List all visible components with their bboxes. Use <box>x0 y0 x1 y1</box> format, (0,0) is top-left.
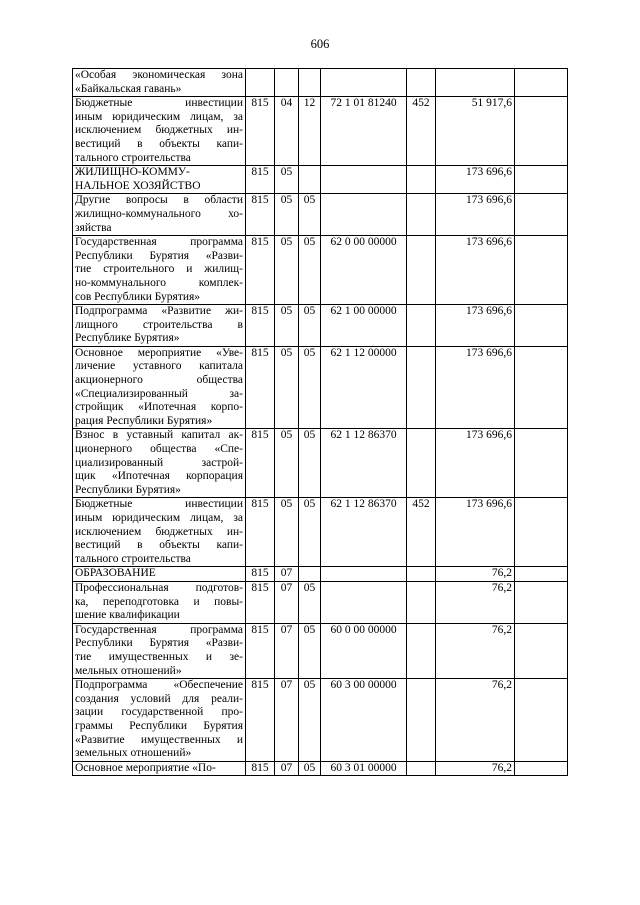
section-code-cell: 05 <box>275 498 299 567</box>
row-name-line: сов Республики Бурятия» <box>75 290 201 303</box>
extra-cell <box>515 567 568 582</box>
extra-cell <box>515 166 568 194</box>
table-row <box>73 236 568 305</box>
row-name-line: тального строительства <box>75 552 191 565</box>
subsection-code-cell <box>299 567 321 582</box>
expense-type-cell <box>407 194 436 236</box>
row-name-line: жилищно-коммунального хо- <box>75 207 243 220</box>
target-article-cell: 60 0 00 00000 <box>321 623 407 678</box>
extra-cell <box>515 581 568 623</box>
amount-cell <box>436 69 515 97</box>
row-name-line: Взнос в уставный капитал ак- <box>75 429 243 442</box>
amount-cell: 173 696,6 <box>436 498 515 567</box>
subsection-code-cell: 05 <box>299 761 321 776</box>
table-body <box>73 69 568 776</box>
row-name-line: циализированный застрой- <box>75 456 243 469</box>
budget-table <box>72 68 568 776</box>
section-code-cell: 07 <box>275 567 299 582</box>
target-article-cell: 62 1 00 00000 <box>321 305 407 347</box>
amount-cell: 173 696,6 <box>436 194 515 236</box>
row-name-line: исключением бюджетных ин- <box>75 525 243 538</box>
row-name-line: ка, переподготовка и повы- <box>75 595 243 608</box>
table-row <box>73 97 568 166</box>
row-name-line: «Особая экономическая зона <box>75 69 243 81</box>
row-name-line: «Байкальская гавань» <box>75 82 182 95</box>
ministry-code-cell: 815 <box>246 429 275 498</box>
row-name-line: Подпрограмма «Обеспечение <box>75 679 243 692</box>
section-code-cell: 07 <box>275 761 299 776</box>
extra-cell <box>515 346 568 429</box>
subsection-code-cell: 12 <box>299 97 321 166</box>
table-row <box>73 761 568 776</box>
expense-type-cell <box>407 236 436 305</box>
row-name-line: стройщик «Ипотечная корпо- <box>75 401 243 414</box>
target-article-cell <box>321 69 407 97</box>
amount-cell: 173 696,6 <box>436 346 515 429</box>
ministry-code-cell: 815 <box>246 567 275 582</box>
amount-cell: 76,2 <box>436 567 515 582</box>
row-name-line: рация Республики Бурятия» <box>75 414 213 427</box>
ministry-code-cell: 815 <box>246 623 275 678</box>
row-name-line: тального строительства <box>75 151 191 164</box>
table-row <box>73 69 568 97</box>
section-code-cell: 05 <box>275 305 299 347</box>
extra-cell <box>515 236 568 305</box>
extra-cell <box>515 194 568 236</box>
expense-type-cell <box>407 567 436 582</box>
subsection-code-cell: 05 <box>299 623 321 678</box>
page-number: 606 <box>310 37 330 51</box>
section-code-cell <box>275 69 299 97</box>
ministry-code-cell: 815 <box>246 679 275 762</box>
row-name-line: Профессиональная подготов- <box>75 581 243 594</box>
section-code-cell: 05 <box>275 429 299 498</box>
extra-cell <box>515 429 568 498</box>
table-row <box>73 194 568 236</box>
row-name-cell <box>73 498 246 567</box>
row-name-line: щик «Ипотечная корпорация <box>75 470 243 483</box>
table-row <box>73 679 568 762</box>
subsection-code-cell: 05 <box>299 498 321 567</box>
row-name-line: исключением бюджетных ин- <box>75 124 243 137</box>
subsection-code-cell: 05 <box>299 346 321 429</box>
table-row <box>73 567 568 582</box>
expense-type-cell <box>407 305 436 347</box>
row-name-line: Подпрограмма «Развитие жи- <box>75 305 243 318</box>
target-article-cell: 72 1 01 81240 <box>321 97 407 166</box>
row-name-cell <box>73 166 246 194</box>
subsection-code-cell <box>299 69 321 97</box>
row-name-line: «Развитие имущественных и <box>75 733 243 746</box>
subsection-code-cell: 05 <box>299 236 321 305</box>
row-name-line: лищного строительства в <box>75 318 243 331</box>
row-name-line: зации государственной про- <box>75 706 243 719</box>
row-name-line: акционерного общества <box>75 374 243 387</box>
table-row <box>73 429 568 498</box>
row-name-line: зяйства <box>75 221 112 234</box>
amount-cell: 173 696,6 <box>436 166 515 194</box>
ministry-code-cell: 815 <box>246 97 275 166</box>
row-name-cell <box>73 429 246 498</box>
ministry-code-cell: 815 <box>246 305 275 347</box>
ministry-code-cell: 815 <box>246 236 275 305</box>
amount-cell: 173 696,6 <box>436 429 515 498</box>
row-name-cell <box>73 69 246 97</box>
row-name-cell <box>73 236 246 305</box>
subsection-code-cell: 05 <box>299 194 321 236</box>
amount-cell: 76,2 <box>436 761 515 776</box>
row-name-cell <box>73 97 246 166</box>
subsection-code-cell: 05 <box>299 429 321 498</box>
row-name-cell <box>73 567 246 582</box>
row-name-cell <box>73 305 246 347</box>
row-name-cell <box>73 761 246 776</box>
row-name-line: Другие вопросы в области <box>75 194 243 207</box>
ministry-code-cell: 815 <box>246 346 275 429</box>
row-name-line: иным юридическим лицам, за <box>75 110 243 123</box>
section-code-cell: 07 <box>275 581 299 623</box>
target-article-cell: 60 3 01 00000 <box>321 761 407 776</box>
amount-cell: 173 696,6 <box>436 236 515 305</box>
ministry-code-cell: 815 <box>246 194 275 236</box>
row-name-line: граммы Республики Бурятия <box>75 719 243 732</box>
ministry-code-cell: 815 <box>246 166 275 194</box>
row-name-cell <box>73 623 246 678</box>
ministry-code-cell: 815 <box>246 581 275 623</box>
extra-cell <box>515 498 568 567</box>
subsection-code-cell: 05 <box>299 305 321 347</box>
expense-type-cell <box>407 761 436 776</box>
row-name-cell <box>73 581 246 623</box>
ministry-code-cell: 815 <box>246 761 275 776</box>
extra-cell <box>515 623 568 678</box>
table-row <box>73 498 568 567</box>
expense-type-cell <box>407 623 436 678</box>
row-name-line: Основное мероприятие «По- <box>75 761 216 774</box>
row-name-line: Республики Бурятия» <box>75 483 181 496</box>
target-article-cell <box>321 166 407 194</box>
expense-type-cell <box>407 346 436 429</box>
row-name-line: Государственная программа <box>75 623 243 636</box>
target-article-cell: 62 0 00 00000 <box>321 236 407 305</box>
row-name-line: Основное мероприятие «Уве- <box>75 346 243 359</box>
table-row <box>73 166 568 194</box>
row-name-cell <box>73 194 246 236</box>
ministry-code-cell: 815 <box>246 498 275 567</box>
row-name-line: НАЛЬНОЕ ХОЗЯЙСТВО <box>75 179 201 192</box>
amount-cell: 76,2 <box>436 581 515 623</box>
section-code-cell: 05 <box>275 236 299 305</box>
extra-cell <box>515 69 568 97</box>
expense-type-cell <box>407 679 436 762</box>
section-code-cell: 05 <box>275 194 299 236</box>
target-article-cell <box>321 567 407 582</box>
target-article-cell <box>321 581 407 623</box>
section-code-cell: 07 <box>275 679 299 762</box>
subsection-code-cell <box>299 166 321 194</box>
row-name-cell <box>73 679 246 762</box>
target-article-cell: 62 1 12 86370 <box>321 498 407 567</box>
section-code-cell: 04 <box>275 97 299 166</box>
subsection-code-cell: 05 <box>299 679 321 762</box>
amount-cell: 51 917,6 <box>436 97 515 166</box>
row-name-cell <box>73 346 246 429</box>
extra-cell <box>515 305 568 347</box>
extra-cell <box>515 679 568 762</box>
section-code-cell: 07 <box>275 623 299 678</box>
row-name-line: иным юридическим лицам, за <box>75 512 243 524</box>
row-name-line: Бюджетные инвестиции <box>75 498 243 511</box>
row-name-line: ОБРАЗОВАНИЕ <box>75 567 156 580</box>
target-article-cell: 62 1 12 86370 <box>321 429 407 498</box>
row-name-line: ЖИЛИЩНО-КОММУ- <box>75 166 190 179</box>
ministry-code-cell <box>246 69 275 97</box>
row-name-line: шение квалификации <box>75 609 180 622</box>
row-name-line: Республике Бурятия» <box>75 332 180 345</box>
section-code-cell: 05 <box>275 346 299 429</box>
row-name-line: «Специализированный за- <box>75 387 243 400</box>
table-row <box>73 305 568 347</box>
expense-type-cell <box>407 166 436 194</box>
row-name-line: ционерного общества «Спе- <box>75 443 243 456</box>
row-name-line: тие строительного и жилищ- <box>75 263 243 276</box>
expense-type-cell <box>407 581 436 623</box>
target-article-cell <box>321 194 407 236</box>
row-name-line: вестиций в объекты капи- <box>75 539 243 552</box>
subsection-code-cell: 05 <box>299 581 321 623</box>
row-name-line: Республики Бурятия «Разви- <box>75 249 243 262</box>
target-article-cell: 60 3 00 00000 <box>321 679 407 762</box>
expense-type-cell: 452 <box>407 498 436 567</box>
row-name-line: создания условий для реали- <box>75 692 243 705</box>
row-name-line: тие имущественных и зе- <box>75 650 243 663</box>
row-name-line: но-коммунального комплек- <box>75 276 243 289</box>
row-name-line: вестиций в объекты капи- <box>75 137 243 150</box>
table-row <box>73 581 568 623</box>
table-row <box>73 346 568 429</box>
row-name-line: мельных отношений» <box>75 664 182 677</box>
row-name-line: Республики Бурятия «Разви- <box>75 637 243 650</box>
extra-cell <box>515 97 568 166</box>
expense-type-cell <box>407 429 436 498</box>
expense-type-cell <box>407 69 436 97</box>
amount-cell: 76,2 <box>436 679 515 762</box>
expense-type-cell: 452 <box>407 97 436 166</box>
row-name-line: земельных отношений» <box>75 747 192 760</box>
row-name-line: Государственная программа <box>75 236 243 249</box>
extra-cell <box>515 761 568 776</box>
target-article-cell: 62 1 12 00000 <box>321 346 407 429</box>
amount-cell: 76,2 <box>436 623 515 678</box>
table-row <box>73 623 568 678</box>
section-code-cell: 05 <box>275 166 299 194</box>
row-name-line: Бюджетные инвестиции <box>75 97 243 110</box>
amount-cell: 173 696,6 <box>436 305 515 347</box>
row-name-line: личение уставного капитала <box>75 360 243 373</box>
